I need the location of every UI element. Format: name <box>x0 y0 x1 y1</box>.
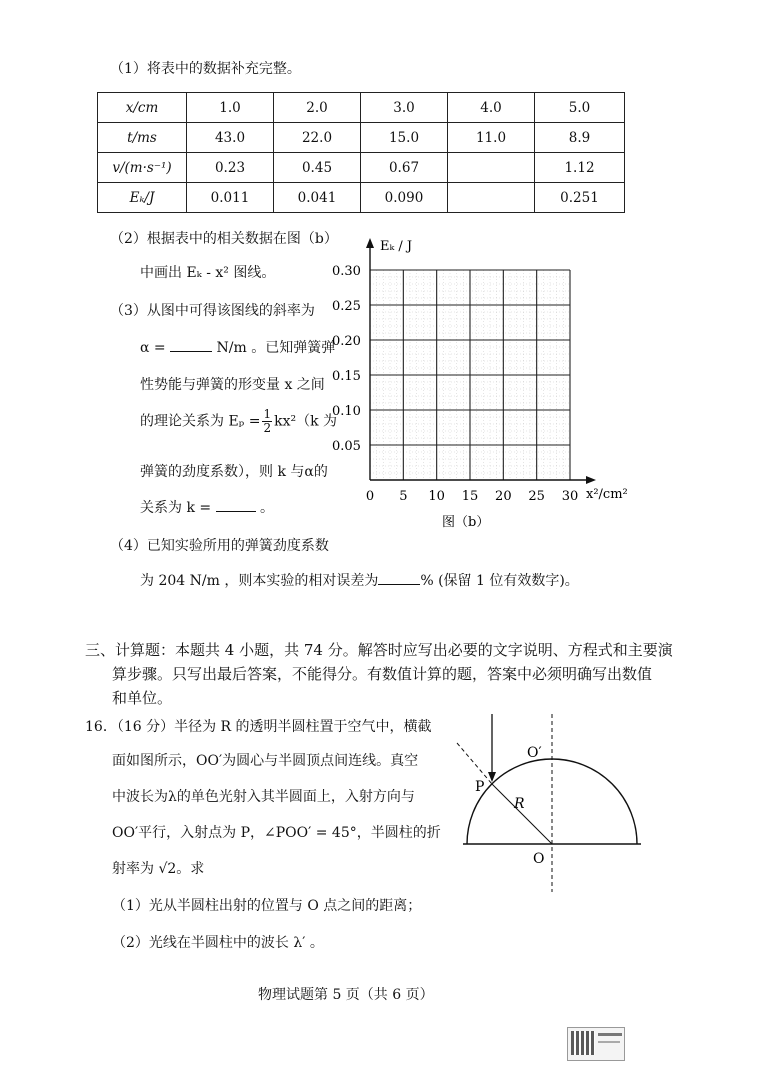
part3-line3: 性势能与弹簧的形变量 x 之间 <box>140 377 325 393</box>
chart-caption: 图（b） <box>442 515 490 530</box>
page-footer: 物理试题第 5 页（共 6 页） <box>258 987 434 1003</box>
q16-line4: OO′平行，入射点为 P，∠POO′ = 45°，半圆柱的折 <box>112 825 441 841</box>
q16-sub2: （2）光线在半圆柱中的波长 λ′ 。 <box>112 935 324 951</box>
table-cell <box>448 153 535 183</box>
ek-x2-chart <box>330 232 640 532</box>
part1-instruction: （1）将表中的数据补充完整。 <box>110 61 301 77</box>
q16-sub1: （1）光从半圆柱出射的位置与 O 点之间的距离； <box>112 898 422 914</box>
part2-line2: 中画出 Eₖ - x² 图线。 <box>140 265 276 281</box>
q16-line5: 射率为 √2。求 <box>112 861 205 877</box>
table-row-header: x/cm <box>98 93 187 123</box>
part3-line6: 关系为 k = 。 <box>140 500 275 516</box>
x-tick-label: 25 <box>528 489 545 504</box>
table-cell: 1.12 <box>535 153 625 183</box>
q16-line2: 面如图所示，OO′为圆心与半圆顶点间连线。真空 <box>112 753 419 769</box>
part3-line2: α = N/m 。已知弹簧弹 <box>140 340 336 356</box>
table-row <box>98 153 625 183</box>
part3-line1: （3）从图中可得该图线的斜率为 <box>110 303 315 319</box>
x-tick-label: 0 <box>365 489 375 504</box>
label-o: O <box>533 851 545 867</box>
table-cell: 0.011 <box>187 183 274 213</box>
table-row-header: t/ms <box>98 123 187 153</box>
table-row <box>98 123 625 153</box>
table-row-header: v/(m·s⁻¹) <box>98 153 187 183</box>
y-tick-label: 0.20 <box>332 334 361 349</box>
table-cell: 0.45 <box>274 153 361 183</box>
chart-xlabel: x²/cm² <box>586 487 628 502</box>
x-tick-label: 15 <box>461 489 479 504</box>
table-cell: 8.9 <box>535 123 625 153</box>
y-axis-arrow-icon <box>366 238 374 248</box>
part3-line4: 的理论关系为 Eₚ = $\frac{1}{2}$ kx²（k 为 <box>140 407 338 435</box>
section3-line2: 算步骤。只写出最后答案，不能得分。有数值计算的题，答案中必须明确写出数值 <box>112 665 653 683</box>
x-tick-label: 10 <box>428 489 445 504</box>
x-tick-label: 20 <box>495 489 512 504</box>
section3-line3: 和单位。 <box>112 689 173 707</box>
fraction-half: $\frac{1}{2}$ <box>263 407 272 435</box>
table-cell: 22.0 <box>274 123 361 153</box>
label-p: P <box>475 779 485 795</box>
table-row <box>98 183 625 213</box>
x-tick-label: 30 <box>561 489 579 504</box>
table-cell: 0.251 <box>535 183 625 213</box>
radius-line <box>492 784 552 844</box>
q16-line1: 16．（16 分）半径为 R 的透明半圆柱置于空气中，横截 <box>85 719 432 735</box>
chart-ylabel: Eₖ / J <box>380 239 413 254</box>
scanner-watermark <box>567 1027 625 1061</box>
y-tick-label: 0.15 <box>332 369 361 384</box>
section3-line1: 三、计算题：本题共 4 小题，共 74 分。解答时应写出必要的文字说明、方程式和主要演 <box>85 641 673 659</box>
q16-line3: 中波长为λ的单色光射入其半圆面上，入射方向与 <box>112 789 415 805</box>
table-cell: 0.67 <box>361 153 448 183</box>
table-cell: 0.23 <box>187 153 274 183</box>
x-axis-arrow-icon <box>586 476 596 484</box>
table-cell <box>448 183 535 213</box>
part4-line2: 为 204 N/m ，则本实验的相对误差为 % (保留 1 位有效数字)。 <box>140 573 579 589</box>
data-table <box>97 92 625 213</box>
chart-grid <box>370 270 570 480</box>
table-row <box>98 93 625 123</box>
table-cell: 3.0 <box>361 93 448 123</box>
label-r: R <box>514 796 525 812</box>
answer-blank-error <box>378 584 420 585</box>
table-cell: 1.0 <box>187 93 274 123</box>
y-tick-label: 0.05 <box>332 439 361 454</box>
table-cell: 11.0 <box>448 123 535 153</box>
table-cell: 2.0 <box>274 93 361 123</box>
table-cell: 15.0 <box>361 123 448 153</box>
table-row-header: Eₖ/J <box>98 183 187 213</box>
radius-extension <box>457 743 492 784</box>
part3-line5: 弹簧的劲度系数），则 k 与α的 <box>140 464 328 480</box>
table-cell: 5.0 <box>535 93 625 123</box>
answer-blank-alpha <box>170 351 212 352</box>
y-tick-label: 0.30 <box>332 264 361 279</box>
y-tick-label: 0.10 <box>332 404 361 419</box>
table-cell: 4.0 <box>448 93 535 123</box>
x-tick-label: 5 <box>399 489 408 504</box>
semicylinder-diagram <box>455 712 645 897</box>
answer-blank-k <box>216 511 256 512</box>
table-cell: 43.0 <box>187 123 274 153</box>
label-o-prime: O′ <box>527 745 542 761</box>
y-tick-label: 0.25 <box>332 299 361 314</box>
part2-line1: （2）根据表中的相关数据在图（b） <box>110 231 338 247</box>
part4-line1: （4）已知实验所用的弹簧劲度系数 <box>110 538 329 554</box>
table-cell: 0.090 <box>361 183 448 213</box>
table-cell: 0.041 <box>274 183 361 213</box>
